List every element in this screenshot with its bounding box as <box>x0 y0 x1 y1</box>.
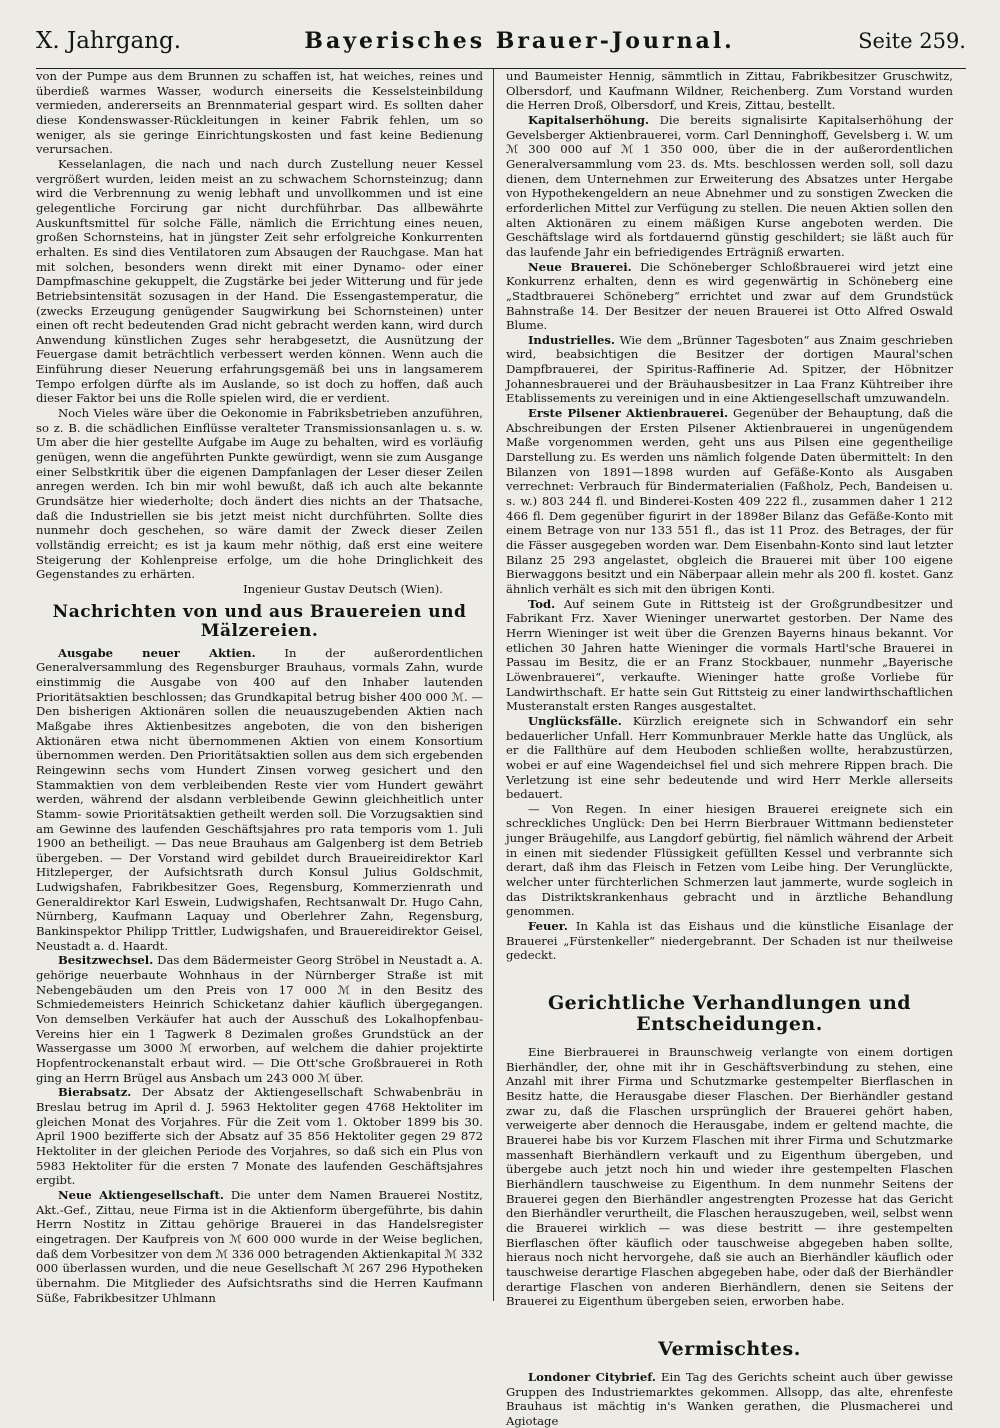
item-text: Wie dem „Brünner Tagesboten“ aus Znaim geschrieben wird, beabsichtigen die Besitzer der dortigen Maural'schen Dampfbrauerei, der Spiritus-Raffinerie Ad. Spitzer, der Höbnitzer Johannesbrauerei und der Bräuhausbesitzer in Laa Franz Kühtreiber ihre Etablissements zu vereinigen und in eine Aktiengesellschaft umzuwandeln. <box>506 332 953 406</box>
item-title: Kapitalserhöhung. <box>528 112 649 127</box>
columns <box>36 69 966 1428</box>
paragraph: von der Pumpe aus dem Brunnen zu schaffen ist, hat weiches, reines und überdieß warmes Wasser, wodurch einerseits die Kesselsteinbildung vermieden, andererseits an Brennmaterial gespart wird. Es sollten daher diese Kondenswasser-Rückleitungen in keiner Fabrik fehlen, um so weniger, als sie geringe Einrichtungskosten und fast keine Bedienung verursachen. <box>36 69 483 157</box>
item-text: In der außerordentlichen Generalversammlung des Regensburger Brauhaus, vormals Zahn, wurde einstimmig die Ausgabe von 400 auf den Inhaber lautenden Prioritätsaktien beschlossen; das Grundkapital betrug bisher 400 000 ℳ. — Den bisherigen Aktionären sollen die neuauszugebenden Aktien nach Maßgabe ihres Aktienbesitzes angeboten, die von den bisherigen Aktionären etwa nicht übernommenen Aktien von einem Konsortium übernommen werden. Den Prioritätsaktien sollen aus dem sich ergebenden Reingewinn sechs vom Hundert Zinsen vorweg gesichert und den Stammaktien von dem verbleibenden Reste vier vom Hundert gewährt werden, während der alsdann verbleibende Gewinn gleichheitlich unter Stamm- sowie Prioritätsaktien getheilt werden soll. Die Vorzugsaktien sind am Gewinne des laufenden Geschäftsjahres pro rata temporis vom 1. Juli 1900 an betheiligt. — Das neue Brauhaus am Galgenberg ist dem Betrieb übergeben. — Der Vorstand wird gebildet durch Braueireidirektor Karl Hitzleperger, der Aufsichtsrath durch Konsul Julius Goldschmit, Ludwigshafen, Fabrikbesitzer Goes, Regensburg, Kommerzienrath und Generaldirektor Karl Eswein, Ludwigshafen, Rechtsanwalt Dr. Hugo Cahn, Nürnberg, Kaufmann Laquay und Oberlehrer Zahn, Regensburg, Bankinspektor Philipp Trittler, Ludwigshafen, und Brauereidirektor Geisel, Neustadt a. d. Haardt. <box>36 645 483 953</box>
item-text: Das dem Bädermeister Georg Ströbel in Neustadt a. A. gehörige neuerbaute Wohnhaus in der Nürnberger Straße ist mit Nebengebäuden um den Preis von 17 000 ℳ in den Besitz des Schmiedemeisters Heinrich Schicketanz dahier käuflich übergegangen. Von demselben Verkäufer hat auch der Ausschuß des Lokalhopfenbau-Vereins hier ein 1 Tagwerk 8 Dezimalen großes Grundstück an der Wassergasse um 3000 ℳ erworben, auf welchem die dahier projektirte Hopfentrockenanstalt erbaut wird. — Die Ott'sche Großbrauerei in Roth ging an Herrn Brügel aus Ansbach um 243 000 ℳ über. <box>36 953 483 1085</box>
journal-title: Bayerisches Brauer-Journal. <box>304 28 735 54</box>
item-text: In Kahla ist das Eishaus und die künstliche Eisanlage der Brauerei „Fürstenkeller“ niedergebrannt. Der Schaden ist nur theilweise gedeckt. <box>506 919 953 963</box>
paragraph: Kesselanlagen, die nach und nach durch Zustellung neuer Kessel vergrößert wurden, leiden meist an zu schwachem Schornsteinzug; dann wird die Verbrennung zu wenig lebhaft und unvollkommen und ist eine gelegentliche Forcirung gar nicht durchführbar. Das allbewährte Auskunftsmittel für solche Fälle, nämlich die Errichtung eines neuen, großen Schornsteins, hat in jüngster Zeit sehr erfolgreiche Konkurrenten erhalten. Es sind dies Ventilatoren zum Absaugen der Rauchgase. Man hat mit solchen, besonders wenn direkt mit einer Dynamo- oder einer Dampfmaschine gekuppelt, die Zugstärke bei jeder Witterung und für jede Betriebsintensität sozusagen in der Hand. Die Essengastemperatur, die (zwecks Erzeugung genügender Saugwirkung bei Schornsteinen) unter einen oft recht bedeutenden Grad nicht gebracht werden kann, wird durch Anwendung künstlichen Zuges sehr herabgesetzt, die Ausnützung der Feuergase damit beträchtlich verbessert werden können. Wenn auch die Einführung dieser Neuerung erfahrungsgemäß bei uns in langsamerem Tempo erfolgen dürfte als im Auslande, so ist doch zu hoffen, daß auch dieser Faktor bei uns die Rolle spielen wird, die er verdient. <box>36 156 483 406</box>
paragraph: Eine Bierbrauerei in Braunschweig verlangte von einem dortigen Bierhändler, der, ohne mit ihr in Geschäftsverbindung zu stehen, eine Anzahl mit ihrer Firma und Schutzmarke gestempelter Bierflaschen in Besitz hatte, die Herausgabe dieser Flaschen. Der Bierhändler gestand zwar zu, daß die Flaschen ursprünglich der Brauerei gehört haben, verweigerte aber dennoch die Herausgabe, indem er geltend machte, die Brauerei habe bis vor Kurzem Flaschen mit ihrer Firma und Schutzmarke massenhaft Bierhändlern verkauft und zu Eigenthum übergeben, und übergebe auch jetzt noch hin und wieder ihre gestempelten Flaschen Bierhändlern tauschweise zu Eigenthum. In dem nunmehr Seitens der Brauerei gegen den Bierhändler angestrengten Prozesse hat das Gericht den Bierhändler verurtheilt, die Flaschen herauszugeben, weil, selbst wenn die Brauerei wirklich — was diese bestritt — ihre gestempelten Bierflaschen öfter käuflich oder tauschweise abgegeben haben sollte, hieraus noch nicht hervorgehe, daß sie auch an Bierhändler käuflich oder tauschweise derartige Flaschen abgegeben habe, oder daß der Bierhändler derartige Flaschen von anderen Bierhändlern, denen sie Seitens der Brauerei zu Eigenthum übergeben seien, erworben habe. <box>506 1045 953 1309</box>
section-heading: Gerichtliche Verhandlungen und Entscheidungen. <box>547 992 912 1036</box>
section-heading: Vermischtes. <box>658 1337 801 1360</box>
news-item <box>506 597 953 714</box>
news-item <box>506 919 953 963</box>
item-title: Erste Pilsener Aktienbrauerei. <box>528 406 729 421</box>
item-title: Tod. <box>528 596 556 611</box>
news-item <box>506 113 953 260</box>
page-number: Seite 259. <box>858 29 966 53</box>
item-title: Neue Aktiengesellschaft. <box>58 1187 224 1202</box>
item-text: Ein Tag des Gerichts scheint auch über gewisse Gruppen des Industriemarktes gekommen. Allsopp, das alte, ehrenfeste Brauhaus ist mächtig in's Wanken gerathen, die Plusmacherei und Agiotage <box>506 1369 953 1428</box>
news-item <box>506 406 953 597</box>
section-heading: Nachrichten von und aus Brauereien und Mälzereien. <box>52 601 467 641</box>
paragraph: und Baumeister Hennig, sämmtlich in Zittau, Fabrikbesitzer Gruschwitz, Olbersdorf, und Kaufmann Wildner, Reichenberg. Zum Vorstand wurden die Herren Droß, Olbersdorf, und Kreis, Zittau, bestellt. <box>506 69 953 113</box>
item-text: Kürzlich ereignete sich in Schwandorf ein sehr bedauerlicher Unfall. Herr Kommunbrauer Merkle hatte das Unglück, als er die Fallthüre auf dem Heuboden schließen wollte, herabzustürzen, wobei er auf eine Wagendeichsel fiel und sich mehrere Rippen brach. Die Verletzung ist eine sehr bedeutende und wird Herr Merkle allerseits bedauert. <box>506 713 953 802</box>
item-title: Neue Brauerei. <box>528 259 632 274</box>
item-title: Industrielles. <box>528 332 615 347</box>
news-item <box>36 1188 483 1305</box>
item-text: Die unter dem Namen Brauerei Nostitz, Akt.-Gef., Zittau, neue Firma ist in die Aktienform übergeführte, bis dahin Herrn Nostitz in Zittau gehörige Brauerei in das Handelsregister eingetragen. Der Kaufpreis von ℳ 600 000 wurde in der Weise beglichen, daß dem Vorbesitzer von dem ℳ 336 000 betragenden Aktienkapital ℳ 332 000 überlassen wurden, und die neue Gesellschaft ℳ 267 296 Hypotheken übernahm. Die Mitglieder des Aufsichtsraths sind die Herren Kaufmann Süße, Fabrikbesitzer Uhlmann <box>36 1187 483 1305</box>
news-item <box>506 714 953 802</box>
page-header <box>36 28 966 62</box>
news-item <box>36 646 483 954</box>
volume-label: X. Jahrgang. <box>36 28 182 54</box>
item-text: Gegenüber der Behauptung, daß die Abschreibungen der Ersten Pilsener Aktienbrauerei in ungenügendem Maße vorgenommen werden, geht uns aus Pilsen eine gegentheilige Darstellung zu. Es werden uns nämlich folgende Daten übermittelt: In den Bilanzen von 1891—1898 wurden auf Gefäße-Konto als Ausgaben verrechnet: Verbrauch für Bindermaterialien (Faßholz, Pech, Bandeisen u. s. w.) 803 244 fl. und Binderei-Kosten 409 222 fl., zusammen daher 1 212 466 fl. Dem gegenüber figurirt in der 1898er Bilanz das Gefäße-Konto mit einem Betrage von nur 133 551 fl., das ist 11 Proz. des Betrages, der für die Fässer ausgegeben worden war. Dem Eisenbahn-Konto sind laut letzter Bilanz 25 293 angelastet, obgleich die Brauerei mit über 100 eigene Bierwaggons besitzt und ein Näberpaar allein mehr als 200 fl. kostet. Ganz ähnlich verhält es sich mit den übrigen Konti. <box>506 406 954 596</box>
item-text: Auf seinem Gute in Rittsteig ist der Großgrundbesitzer und Fabrikant Frz. Xaver Wieninger unerwartet gestorben. Der Name des Herrn Wieninger ist weit über die Grenzen Bayerns hinaus bekannt. Vor etlichen 30 Jahren hatte Wieninger die vormals Hartl'sche Brauerei in Passau im Besitz, die er an Franz Stockbauer, nunmehr „Bayerische Löwenbrauerei“, verkaufte. Wieninger hatte große Vorliebe für Landwirthschaft. Er hatte sein Gut Rittsteig zu einer landwirthschaftlichen Musteranstalt ersten Ranges ausgestaltet. <box>506 596 953 714</box>
news-item <box>506 260 953 333</box>
item-title: Bierabsatz. <box>58 1085 132 1100</box>
item-title: Londoner Citybrief. <box>528 1369 656 1384</box>
news-item <box>506 1370 953 1428</box>
author-signature: Ingenieur Gustav Deutsch (Wien). <box>243 581 443 596</box>
news-item <box>36 1085 483 1188</box>
paragraph: Noch Vieles wäre über die Oekonomie in Fabriksbetrieben anzuführen, so z. B. die schädlichen Einflüsse veralteter Transmissionsanlagen u. s. w. Um aber die hier gestellte Aufgabe im Auge zu behalten, wird es vorläufig genügen, wenn die angeführten Punkte gewürdigt, wenn sie zum Ausgange einer Selbstkritik über die eigenen Dampfanlagen der Leser dieser Zeilen anregen werden. Ich bin mir wohl bewußt, daß ich auch alte bekannte Grundsätze hier wiederholte; doch ändert dies nichts an der Thatsache, daß die Industriellen sie bis jetzt meist nicht durchführten. Sollte dies nunmehr doch geschehen, so wäre damit der Zweck dieser Zeilen vollständig erreicht; es ist ja kaum mehr nöthig, daß erst eine weitere Steigerung der Kohlenpreise erfolge, um die hohe Dringlichkeit des Gegenstandes zu erhärten. <box>36 406 483 582</box>
item-title: Unglücksfälle. <box>528 713 622 728</box>
item-text: Der Absatz der Aktiengesellschaft Schwabenbräu in Breslau betrug im April d. J. 5963 Hektoliter gegen 4768 Hektoliter im gleichen Monat des Vorjahres. Für die Zeit vom 1. Oktober 1899 bis 30. April 1900 bezifferte sich der Absatz auf 35 856 Hektoliter gegen 29 872 Hektoliter in der gleichen Periode des Vorjahres, so daß sich ein Plus von 5983 Hektoliter für die ersten 7 Monate des laufenden Geschäftsjahres ergibt. <box>36 1085 483 1188</box>
item-text: Die bereits signalisirte Kapitalserhöhung der Gevelsberger Aktienbrauerei, vorm. Carl Denninghoff, Gevelsberg i. W. um ℳ 300 000 auf ℳ 1 350 000, über die in der außerordentlichen Generalversammlung vom 23. ds. Mts. beschlossen werden soll, soll dazu dienen, dem Unternehmen zur Erweiterung des Absatzes unter Hergabe von Hypothekengeldern an neue Abnehmer und zu sonstigen Zwecken die erforderlichen Mittel zur Verfügung zu stellen. Die neuen Aktien sollen den alten Aktionären zu einem mäßigen Kurse angeboten werden. Die Geschäftslage wird als fortdauernd günstig geschildert; sie läßt auch für das laufende Jahr ein befriedigendes Erträgniß erwarten. <box>506 112 953 259</box>
item-title: Besitzwechsel. <box>58 953 154 968</box>
paragraph: — Von Regen. In einer hiesigen Brauerei ereignete sich ein schreckliches Unglück: Den bei Herrn Bierbrauer Wittmann bediensteter junger Bräugehilfe, aus Langdorf gebürtig, fiel nämlich während der Arbeit in einen mit siedender Flüssigkeit gefüllten Kessel und verbrannte sich derart, daß ihm das Fleisch in Fetzen vom Leibe hing. Der Verunglückte, welcher unter fürchterlichen Schmerzen laut jammerte, wurde sogleich in das Distriktskrankenhaus gebracht und in ärztliche Behandlung genommen. <box>506 801 953 919</box>
item-title: Ausgabe neuer Aktien. <box>58 645 256 660</box>
left-column <box>36 69 493 1305</box>
news-item <box>36 953 483 1085</box>
news-item <box>506 333 953 406</box>
item-title: Feuer. <box>528 919 568 934</box>
right-column <box>493 69 954 1428</box>
item-text: Die Schöneberger Schloßbrauerei wird jetzt eine Konkurrenz erhalten, denn es wird gegenwärtig in Schöneberg eine „Stadtbrauerei Schöneberg“ errichtet und zwar auf dem Grundstück Bahnstraße 14. Der Besitzer der neuen Brauerei ist Otto Alfred Oswald Blume. <box>506 259 953 333</box>
